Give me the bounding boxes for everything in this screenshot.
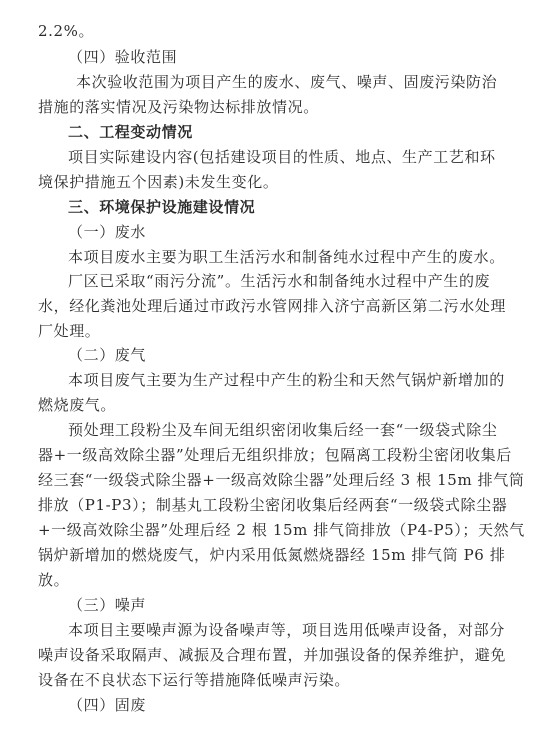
text-line: 预处理工段粉尘及车间无组织密闭收集后经一套“一级袋式除尘 (68, 421, 498, 439)
text-line: +一级高效除尘器”处理后经 2 根 15m 排气筒排放（P4-P5）；天然气 (38, 521, 525, 539)
text-line: 本项目废气主要为生产过程中产生的粉尘和天然气锅炉新增加的 (68, 371, 505, 389)
text-line: 放。 (38, 571, 70, 589)
text-line: 水，经化粪池处理后通过市政污水管网排入济宁高新区第二污水处理 (38, 297, 507, 315)
text-line: 器+一级高效除尘器”处理后无组织排放；包隔离工段粉尘密闭收集后 (38, 446, 512, 464)
subsection-heading: （四）固废 (68, 696, 147, 714)
text-line: 排放（P1-P3）；制基丸工段粉尘密闭收集后经两套“一级袋式除尘器 (38, 496, 508, 514)
text-line: 本项目废水主要为职工生活污水和制备纯水过程中产生的废水。 (68, 248, 505, 266)
subsection-heading: （二）废气 (68, 346, 147, 364)
subsection-heading: （四）验收范围 (68, 48, 178, 66)
text-line: 境保护措施五个因素)未发生变化。 (38, 173, 279, 191)
text-line: 厂处理。 (38, 322, 101, 340)
subsection-heading: （一）废水 (68, 223, 147, 241)
subsection-heading: （三）噪声 (68, 596, 147, 614)
text-line: 本项目主要噪声源为设备噪声等，项目选用低噪声设备，对部分 (68, 621, 505, 639)
text-line: 本次验收范围为项目产生的废水、废气、噪声、固废污染防治 (76, 73, 498, 91)
text-line: 噪声设备采取隔声、减振及合理布置，并加强设备的保养维护，避免 (38, 646, 507, 664)
section-heading: 三、环境保护设施建设情况 (68, 198, 256, 216)
text-line: 燃烧废气。 (38, 396, 117, 414)
text-line: 设备在不良状态下运行等措施降低噪声污染。 (38, 671, 351, 689)
text-line: 措施的落实情况及污染物达标排放情况。 (38, 98, 319, 116)
section-heading: 二、工程变动情况 (68, 123, 193, 141)
text-line: 项目实际建设内容(包括建设项目的性质、地点、生产工艺和环 (68, 148, 496, 166)
text-line: 经三套“一级袋式除尘器+一级高效除尘器”处理后经 3 根 15m 排气筒 (38, 471, 525, 489)
text-line: 锅炉新增加的燃烧废气，炉内采用低氮燃烧器经 15m 排气筒 P6 排 (38, 546, 506, 564)
text-line: 厂区已采取“雨污分流”。生活污水和制备纯水过程中产生的废 (68, 272, 491, 290)
text-line: 2.2%。 (38, 22, 95, 40)
